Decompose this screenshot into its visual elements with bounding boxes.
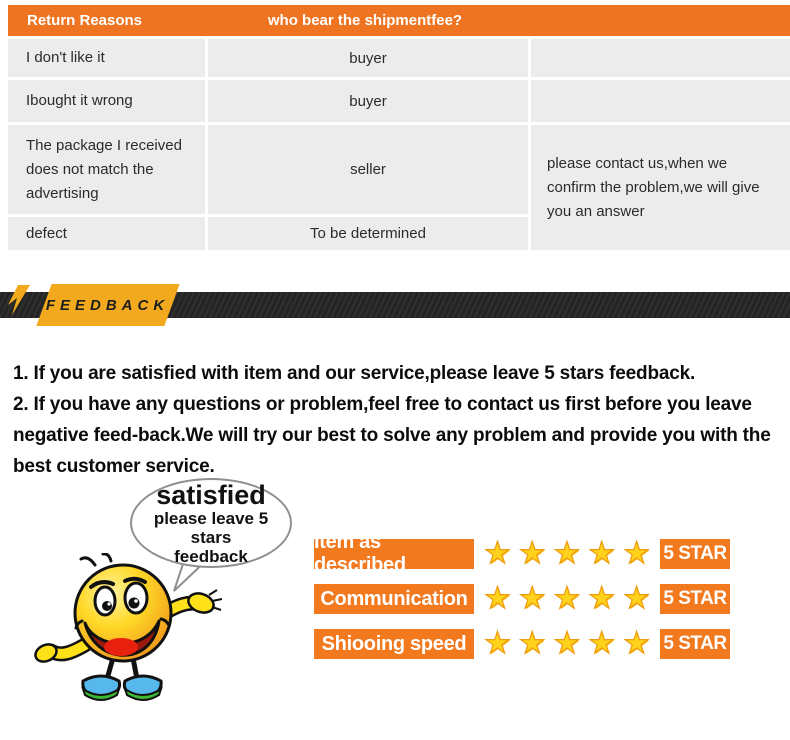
note-line-2: 2. If you have any questions or problem,feel free to contact us first before you leave negative feed-back.We will try our best to solve any problem and provide you with the best customer service. [13, 394, 771, 477]
star-icon: ★ [553, 581, 581, 616]
table-row-bearer: buyer [208, 80, 528, 122]
rating-row [314, 581, 734, 616]
five-star-badge: 5 STAR [660, 629, 730, 659]
table-row-reason: The package I received does not match the advertising [8, 125, 205, 214]
table-row-note [531, 80, 790, 122]
feedback-label: FEEDBACK [46, 296, 170, 314]
star-icon: ★ [588, 581, 616, 616]
star-icon: ★ [484, 581, 511, 616]
rating-row [314, 531, 734, 576]
star-icon: ★ [623, 536, 650, 571]
star-icon: ★ [623, 626, 650, 661]
five-star-badge: 5 STAR [660, 584, 730, 614]
table-row-note [531, 39, 790, 77]
star-icon: ★ [623, 581, 650, 616]
bubble-text-satisfied: satisfied [156, 479, 266, 510]
rating-row [314, 626, 734, 661]
feedback-notes [13, 358, 779, 482]
table-row-reason: defect [8, 217, 205, 250]
table-row-note: please contact us,when we confirm the problem,we will give you an answer [531, 125, 790, 250]
note-line-1: 1. If you are satisfied with item and our service,please leave 5 stars feedback. [13, 363, 696, 384]
star-icon: ★ [588, 536, 616, 571]
bolt-icon [4, 283, 34, 317]
rating-label: Communication [314, 584, 474, 614]
star-icon: ★ [553, 536, 581, 571]
feedback-banner [0, 283, 790, 341]
star-icon: ★ [588, 626, 616, 661]
rating-block [314, 531, 734, 674]
stars-row [484, 581, 650, 616]
table-row-bearer: seller [208, 125, 528, 214]
header-return-reasons: Return Reasons [27, 12, 143, 29]
star-icon: ★ [518, 536, 546, 571]
bubble-text-line3: feedback [174, 546, 248, 566]
five-star-badge: 5 STAR [660, 539, 730, 569]
table-header-row [8, 5, 790, 36]
feedback-ribbon [36, 284, 179, 326]
star-icon: ★ [484, 626, 511, 661]
star-icon: ★ [553, 626, 581, 661]
rating-label: Item as described [314, 539, 474, 569]
star-icon: ★ [484, 536, 511, 571]
star-icon: ★ [518, 626, 546, 661]
table-row-bearer: To be determined [208, 217, 528, 250]
stars-row [484, 536, 650, 571]
star-icon: ★ [518, 581, 546, 616]
return-reasons-table [8, 5, 790, 250]
rating-label: Shiooing speed [314, 629, 474, 659]
stars-row [484, 626, 650, 661]
speech-bubble [130, 478, 292, 568]
header-shipment-fee: who bear the shipmentfee? [267, 12, 463, 29]
table-row-bearer: buyer [208, 39, 528, 77]
table-row-reason: I don't like it [8, 39, 205, 77]
table-row-reason: Ibought it wrong [8, 80, 205, 122]
bubble-text-line2: please leave 5 stars [153, 508, 269, 547]
